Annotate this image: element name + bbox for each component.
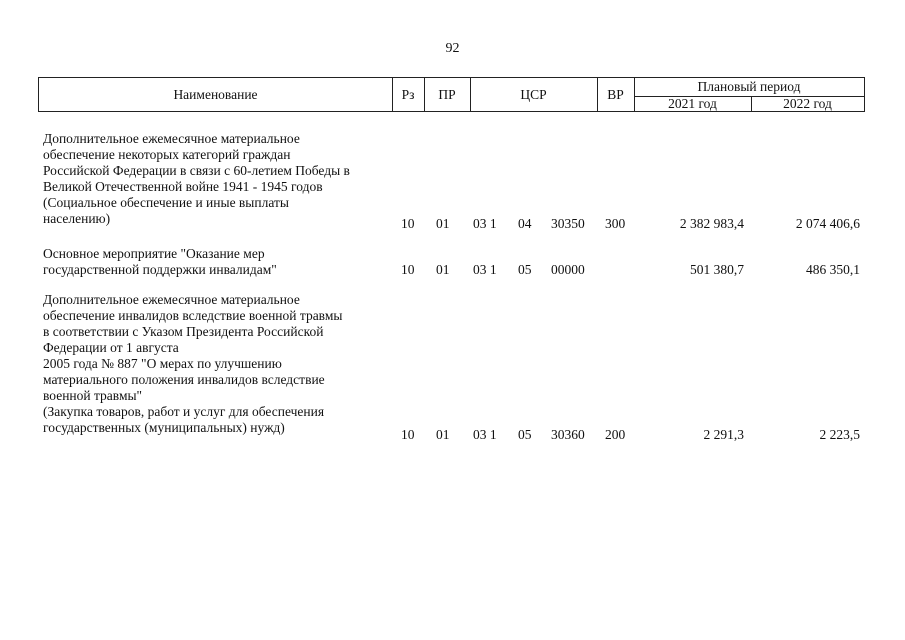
row-csr-direction: 00000: [551, 262, 585, 277]
row-csr-direction: 30350: [551, 216, 585, 231]
header-csr: ЦСР: [520, 87, 547, 102]
page-number: 92: [445, 41, 460, 56]
row-name: Основное мероприятие "Оказание мер государственной поддержки инвалидам": [43, 246, 277, 277]
row-vr: 200: [605, 427, 626, 442]
row-csr-subprogram: 05: [518, 262, 532, 277]
row-rz: 10: [401, 262, 415, 277]
row-pr: 01: [436, 216, 450, 231]
header-name: Наименование: [173, 87, 258, 102]
row-name: Дополнительное ежемесячное материальное обеспечение инвалидов вследствие военной травмы в соответствии с Указом Президента Российской Федерации от 1 августа 2005 года № 887 "О мерах по улучшению материального положения инвалидов вследствие военной травмы" (Закупка товаров, работ и услуг для обеспечения государственных (муниципальных) нужд): [43, 292, 343, 435]
row-vr: 300: [605, 216, 626, 231]
header-year-2022: 2022 год: [783, 96, 832, 111]
row-csr-program: 03 1: [473, 427, 497, 442]
header-rz: Рз: [401, 87, 415, 102]
row-amount-2021: 501 380,7: [690, 262, 744, 277]
table-header: [38, 77, 865, 112]
row-csr-program: 03 1: [473, 216, 497, 231]
row-rz: 10: [401, 427, 415, 442]
row-csr-subprogram: 05: [518, 427, 532, 442]
header-vr: ВР: [607, 87, 624, 102]
row-pr: 01: [436, 427, 450, 442]
row-csr-direction: 30360: [551, 427, 585, 442]
header-pr: ПР: [438, 87, 456, 102]
row-amount-2022: 486 350,1: [806, 262, 860, 277]
row-amount-2021: 2 291,3: [703, 427, 744, 442]
header-period: Плановый период: [697, 79, 801, 94]
row-amount-2022: 2 223,5: [819, 427, 860, 442]
row-amount-2021: 2 382 983,4: [679, 216, 744, 231]
row-csr-program: 03 1: [473, 262, 497, 277]
row-amount-2022: 2 074 406,6: [795, 216, 860, 231]
header-year-2021: 2021 год: [668, 96, 717, 111]
row-csr-subprogram: 04: [518, 216, 532, 231]
row-name: Дополнительное ежемесячное материальное обеспечение некоторых категорий граждан Российской Федерации в связи с 60-летием Победы в Великой Отечественной войне 1941 - 1945 годов (Социальное обеспечение и иные выплаты населению): [43, 131, 350, 226]
row-pr: 01: [436, 262, 450, 277]
row-rz: 10: [401, 216, 415, 231]
